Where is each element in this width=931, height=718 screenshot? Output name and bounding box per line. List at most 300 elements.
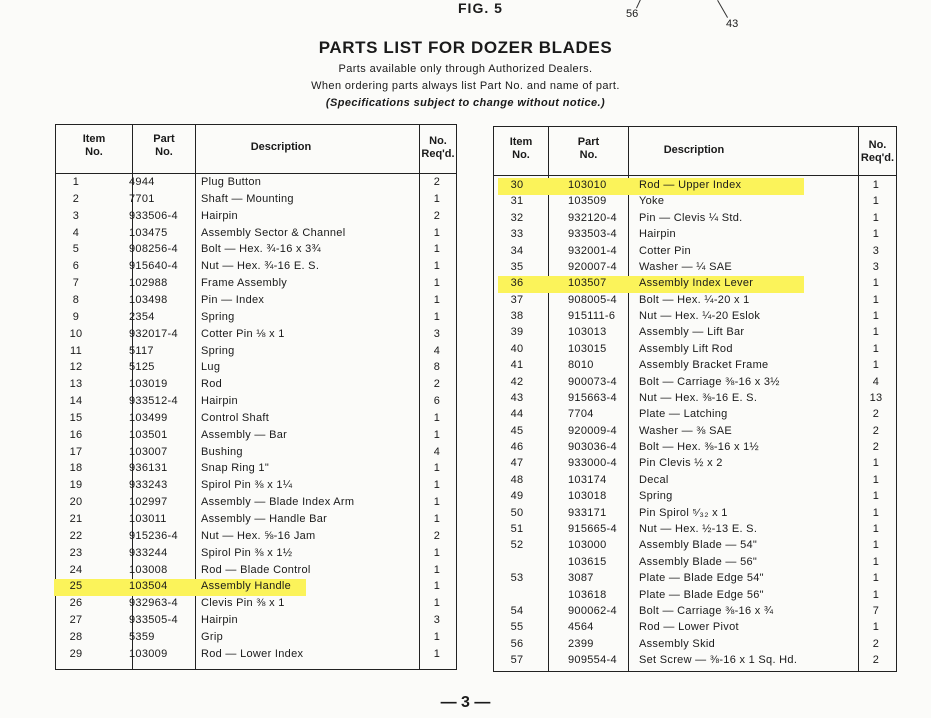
table-row — [494, 293, 896, 310]
table-row — [494, 309, 896, 326]
qty-cell: 1 — [872, 555, 880, 568]
description-cell: Cotter Pin — [639, 244, 691, 257]
part-no-cell: 103007 — [129, 445, 168, 458]
header-qty: No. Req'd. — [421, 135, 455, 160]
item-no-cell: 37 — [510, 293, 524, 306]
table-row — [494, 637, 896, 654]
part-no-cell: 932017-4 — [129, 327, 178, 340]
item-no-cell: 8 — [72, 293, 80, 306]
item-no-cell: 54 — [510, 604, 524, 617]
part-no-cell: 103499 — [129, 411, 168, 424]
description-cell: Bolt — Carriage ⅜-16 x 3½ — [639, 375, 780, 388]
description-cell: Nut — Hex. ⅜-16 E. S. — [639, 391, 758, 404]
table-row — [494, 506, 896, 523]
table-row — [56, 613, 456, 630]
item-no-cell: 43 — [510, 391, 524, 404]
qty-cell: 1 — [433, 479, 441, 492]
table-row — [494, 588, 896, 605]
description-cell: Assembly — Blade Index Arm — [201, 496, 355, 509]
item-no-cell: 39 — [510, 326, 524, 339]
item-no-cell: 28 — [69, 630, 83, 643]
description-cell: Plate — Blade Edge 56" — [639, 588, 764, 601]
table-row — [494, 211, 896, 228]
table-row — [56, 445, 456, 462]
qty-cell: 13 — [869, 391, 883, 404]
qty-cell: 3 — [872, 260, 880, 273]
item-no-cell: 52 — [510, 539, 524, 552]
qty-cell: 1 — [433, 192, 441, 205]
figure-label: FIG. 5 — [458, 0, 503, 16]
table-row — [494, 489, 896, 506]
item-no-cell: 16 — [69, 428, 83, 441]
description-cell: Rod — Lower Index — [201, 647, 304, 660]
part-no-cell: 933506-4 — [129, 209, 178, 222]
description-cell: Yoke — [639, 195, 665, 208]
table-row — [56, 226, 456, 243]
part-no-cell: 103615 — [568, 555, 607, 568]
qty-cell: 1 — [872, 277, 880, 290]
qty-cell: 1 — [433, 630, 441, 643]
part-no-cell: 932120-4 — [568, 211, 617, 224]
table-row — [56, 377, 456, 394]
item-no-cell: 4 — [72, 226, 80, 239]
description-cell: Nut — Hex. ¼-20 Eslok — [639, 310, 761, 323]
qty-cell: 1 — [433, 411, 441, 424]
table-row — [494, 375, 896, 392]
part-no-cell: 8010 — [568, 359, 594, 372]
description-cell: Nut — Hex. ½-13 E. S. — [639, 522, 758, 535]
item-no-cell: 2 — [72, 192, 80, 205]
leader-line — [636, 0, 641, 8]
description-cell: Rod — Lower Pivot — [639, 621, 739, 634]
qty-cell: 1 — [872, 359, 880, 372]
part-no-cell: 103019 — [129, 378, 168, 391]
qty-cell: 1 — [872, 588, 880, 601]
description-cell: Washer — ¼ SAE — [639, 260, 733, 273]
table-row — [494, 620, 896, 637]
qty-cell: 1 — [872, 228, 880, 241]
qty-cell: 1 — [433, 597, 441, 610]
qty-cell: 4 — [872, 375, 880, 388]
part-no-cell: 103013 — [568, 326, 607, 339]
table-row — [56, 630, 456, 647]
table-row — [494, 227, 896, 244]
qty-cell: 7 — [872, 604, 880, 617]
part-no-cell: 920009-4 — [568, 424, 617, 437]
qty-cell: 1 — [872, 473, 880, 486]
qty-cell: 2 — [433, 209, 441, 222]
part-no-cell: 103008 — [129, 563, 168, 576]
item-no-cell: 26 — [69, 597, 83, 610]
description-cell: Shaft — Mounting — [201, 192, 294, 205]
part-no-cell: 103475 — [129, 226, 168, 239]
part-no-cell: 936131 — [129, 462, 168, 475]
description-cell: Bolt — Hex. ¼-20 x 1 — [639, 293, 750, 306]
part-no-cell: 908256-4 — [129, 243, 178, 256]
item-no-cell: 5 — [72, 243, 80, 256]
part-no-cell: 103501 — [129, 428, 168, 441]
item-no-cell: 22 — [69, 529, 83, 542]
description-cell: Assembly — Bar — [201, 428, 288, 441]
qty-cell: 1 — [872, 326, 880, 339]
callout-43: 43 — [726, 18, 739, 30]
table-row — [56, 411, 456, 428]
item-no-cell: 47 — [510, 457, 524, 470]
description-cell: Nut — Hex. ¾-16 E. S. — [201, 260, 320, 273]
table-row — [56, 428, 456, 445]
description-cell: Assembly Handle — [201, 580, 292, 593]
part-no-cell: 103009 — [129, 647, 168, 660]
description-cell: Snap Ring 1" — [201, 462, 270, 475]
item-no-cell: 41 — [510, 359, 524, 372]
item-no-cell: 24 — [69, 563, 83, 576]
page-number: — 3 — — [440, 694, 491, 711]
part-no-cell: 933000-4 — [568, 457, 617, 470]
qty-cell: 1 — [433, 277, 441, 290]
item-no-cell: 7 — [72, 277, 80, 290]
item-no-cell: 32 — [510, 211, 524, 224]
table-row — [56, 579, 456, 596]
item-no-cell: 13 — [69, 378, 83, 391]
part-no-cell: 2399 — [568, 637, 594, 650]
part-no-cell: 932001-4 — [568, 244, 617, 257]
parts-table-right — [493, 126, 897, 672]
qty-cell: 1 — [433, 293, 441, 306]
part-no-cell: 7701 — [129, 192, 155, 205]
item-no-cell: 55 — [510, 621, 524, 634]
qty-cell: 1 — [872, 506, 880, 519]
table-row — [56, 360, 456, 377]
part-no-cell: 102997 — [129, 496, 168, 509]
description-cell: Decal — [639, 473, 669, 486]
description-cell: Assembly — Handle Bar — [201, 513, 328, 525]
header-item-no: Item No. — [82, 133, 106, 158]
table-row — [494, 473, 896, 490]
table-row — [56, 495, 456, 512]
description-cell: Assembly Blade — 56" — [639, 555, 758, 568]
table-row — [56, 512, 456, 529]
qty-cell: 1 — [872, 179, 880, 191]
description-cell: Bolt — Carriage ⅜-16 x ¾ — [639, 604, 774, 617]
page-title: PARTS LIST FOR DOZER BLADES — [318, 38, 613, 57]
item-no-cell: 57 — [510, 654, 524, 667]
part-no-cell: 903036-4 — [568, 441, 617, 454]
qty-cell: 1 — [872, 342, 880, 355]
table-row — [56, 192, 456, 209]
description-cell: Frame Assembly — [201, 277, 288, 290]
description-cell: Spring — [201, 310, 235, 323]
table-row — [494, 571, 896, 588]
qty-cell: 1 — [433, 462, 441, 475]
description-cell: Assembly Bracket Frame — [639, 359, 769, 372]
table-row — [494, 391, 896, 408]
part-no-cell: 915663-4 — [568, 391, 617, 404]
table-row — [494, 325, 896, 342]
item-no-cell: 18 — [69, 462, 83, 475]
part-no-cell: 915111-6 — [568, 310, 616, 323]
description-cell: Plate — Blade Edge 54" — [639, 572, 764, 585]
part-no-cell: 5125 — [129, 361, 155, 374]
part-no-cell: 3087 — [568, 572, 594, 585]
description-cell: Pin Spirol ⁵⁄₃₂ x 1 — [639, 506, 728, 519]
description-cell: Spring — [639, 490, 673, 503]
item-no-cell: 25 — [69, 580, 83, 593]
part-no-cell: 103509 — [568, 195, 607, 208]
description-cell: Control Shaft — [201, 411, 270, 424]
qty-cell: 1 — [433, 496, 441, 509]
part-no-cell: 908005-4 — [568, 293, 617, 306]
part-no-cell: 915665-4 — [568, 522, 617, 535]
description-cell: Assembly — Lift Bar — [639, 326, 745, 339]
part-no-cell: 5359 — [129, 630, 155, 643]
item-no-cell: 31 — [510, 195, 524, 208]
item-no-cell: 20 — [69, 496, 83, 509]
table-row — [56, 529, 456, 546]
qty-cell: 2 — [872, 441, 880, 454]
qty-cell: 1 — [433, 546, 441, 559]
callout-56: 56 — [626, 8, 639, 20]
header-description: Description — [663, 144, 725, 156]
qty-cell: 6 — [433, 395, 441, 408]
qty-cell: 1 — [433, 647, 441, 660]
table-row — [494, 276, 896, 293]
qty-cell: 2 — [433, 176, 441, 188]
description-cell: Rod — Blade Control — [201, 563, 311, 576]
qty-cell: 1 — [433, 513, 441, 525]
item-no-cell: 9 — [72, 310, 80, 323]
table-row — [56, 276, 456, 293]
part-no-cell: 909554-4 — [568, 654, 617, 667]
qty-cell: 2 — [872, 654, 880, 667]
item-no-cell: 53 — [510, 572, 524, 585]
part-no-cell: 103018 — [568, 490, 607, 503]
table-row — [494, 424, 896, 441]
parts-table-left — [55, 124, 457, 670]
subtitle-line: (Specifications subject to change without notice.) — [325, 97, 606, 109]
part-no-cell: 933244 — [129, 546, 168, 559]
part-no-cell: 103010 — [568, 179, 607, 191]
qty-cell: 1 — [872, 195, 880, 208]
description-cell: Assembly Blade — 54" — [639, 539, 758, 552]
qty-cell: 1 — [433, 226, 441, 239]
description-cell: Rod — [201, 378, 223, 391]
description-cell: Assembly Lift Rod — [639, 342, 733, 355]
qty-cell: 1 — [872, 293, 880, 306]
table-row — [56, 310, 456, 327]
qty-cell: 3 — [433, 327, 441, 340]
description-cell: Spirol Pin ⅜ x 1½ — [201, 546, 293, 559]
description-cell: Hairpin — [201, 614, 238, 627]
header-item-no: Item No. — [509, 136, 533, 161]
qty-cell: 4 — [433, 344, 441, 357]
table-row — [494, 260, 896, 277]
description-cell: Cotter Pin ⅛ x 1 — [201, 327, 285, 340]
description-cell: Set Screw — ⅜-16 x 1 Sq. Hd. — [639, 654, 798, 667]
item-no-cell: 36 — [510, 277, 524, 290]
item-no-cell: 23 — [69, 546, 83, 559]
description-cell: Rod — Upper Index — [639, 179, 742, 191]
qty-cell: 1 — [433, 563, 441, 576]
part-no-cell: 2354 — [129, 310, 155, 323]
table-row — [56, 259, 456, 276]
item-no-cell: 33 — [510, 228, 524, 241]
description-cell: Pin — Clevis ¼ Std. — [639, 211, 743, 224]
part-no-cell: 920007-4 — [568, 260, 617, 273]
qty-cell: 1 — [872, 211, 880, 224]
qty-cell: 1 — [872, 539, 880, 552]
table-row — [494, 522, 896, 539]
item-no-cell: 17 — [69, 445, 83, 458]
item-no-cell: 40 — [510, 342, 524, 355]
table-row — [494, 178, 896, 195]
qty-cell: 1 — [433, 428, 441, 441]
item-no-cell: 49 — [510, 490, 524, 503]
table-row — [494, 555, 896, 572]
table-row — [494, 604, 896, 621]
part-no-cell: 900062-4 — [568, 604, 617, 617]
qty-cell: 2 — [433, 378, 441, 391]
description-cell: Hairpin — [639, 228, 676, 241]
part-no-cell: 933503-4 — [568, 228, 617, 241]
part-no-cell: 103011 — [129, 513, 167, 525]
description-cell: Bolt — Hex. ¾-16 x 3¾ — [201, 243, 322, 256]
item-no-cell: 38 — [510, 310, 524, 323]
table-row — [494, 244, 896, 261]
item-no-cell: 10 — [69, 327, 83, 340]
item-no-cell: 12 — [69, 361, 83, 374]
part-no-cell: 103015 — [568, 342, 607, 355]
table-row — [56, 461, 456, 478]
table-row — [56, 478, 456, 495]
part-no-cell: 933505-4 — [129, 614, 178, 627]
part-no-cell: 5117 — [129, 344, 154, 357]
table-row — [494, 538, 896, 555]
table-row — [56, 394, 456, 411]
item-no-cell: 14 — [69, 395, 83, 408]
table-row — [494, 342, 896, 359]
part-no-cell: 103507 — [568, 277, 607, 290]
description-cell: Pin Clevis ½ x 2 — [639, 457, 723, 470]
qty-cell: 4 — [433, 445, 441, 458]
item-no-cell: 44 — [510, 408, 524, 421]
qty-cell: 2 — [872, 637, 880, 650]
leader-line — [717, 0, 728, 18]
description-cell: Spring — [201, 344, 235, 357]
qty-cell: 1 — [433, 243, 441, 256]
qty-cell: 3 — [433, 614, 441, 627]
qty-cell: 1 — [872, 310, 880, 323]
qty-cell: 2 — [433, 529, 441, 542]
qty-cell: 1 — [872, 572, 880, 585]
qty-cell: 1 — [872, 457, 880, 470]
table-row — [56, 563, 456, 580]
description-cell: Pin — Index — [201, 293, 265, 306]
table-row — [494, 440, 896, 457]
qty-cell: 2 — [872, 408, 880, 421]
table-row — [56, 327, 456, 344]
header-part-no: Part No. — [153, 133, 175, 158]
table-row — [494, 358, 896, 375]
table-row — [494, 194, 896, 211]
description-cell: Hairpin — [201, 209, 238, 222]
item-no-cell: 11 — [69, 344, 83, 357]
part-no-cell: 103000 — [568, 539, 607, 552]
qty-cell: 1 — [433, 580, 441, 593]
item-no-cell: 6 — [72, 260, 80, 273]
qty-cell: 1 — [872, 490, 880, 503]
description-cell: Clevis Pin ⅜ x 1 — [201, 597, 285, 610]
description-cell: Assembly Skid — [639, 637, 716, 650]
table-row — [56, 344, 456, 361]
header-part-no: Part No. — [577, 136, 600, 161]
item-no-cell: 3 — [72, 209, 80, 222]
description-cell: Spirol Pin ⅜ x 1¼ — [201, 479, 293, 492]
table-row — [56, 647, 456, 664]
description-cell: Assembly Sector & Channel — [201, 226, 346, 239]
table-row — [494, 653, 896, 670]
table-row — [494, 407, 896, 424]
part-no-cell: 4564 — [568, 621, 594, 634]
item-no-cell: 27 — [69, 614, 83, 627]
part-no-cell: 915236-4 — [129, 529, 178, 542]
item-no-cell: 51 — [510, 522, 524, 535]
qty-cell: 1 — [433, 260, 441, 273]
subtitle-line: Parts available only through Authorized Dealers. — [338, 63, 593, 75]
table-row — [494, 456, 896, 473]
part-no-cell: 103504 — [129, 580, 168, 593]
item-no-cell: 35 — [510, 260, 524, 273]
part-no-cell: 103174 — [568, 473, 607, 486]
qty-cell: 1 — [872, 621, 880, 634]
table-row — [56, 596, 456, 613]
part-no-cell: 103618 — [568, 588, 607, 601]
subtitle-line: When ordering parts always list Part No. and name of part. — [311, 80, 620, 92]
item-no-cell: 21 — [69, 513, 83, 525]
table-row — [56, 242, 456, 259]
table-row — [56, 293, 456, 310]
description-cell: Bushing — [201, 445, 243, 458]
qty-cell: 1 — [433, 310, 441, 323]
header-qty: No. Req'd. — [860, 139, 895, 164]
part-no-cell: 933171 — [568, 506, 607, 519]
description-cell: Grip — [201, 630, 223, 643]
part-no-cell: 7704 — [568, 408, 594, 421]
description-cell: Assembly Index Lever — [639, 277, 754, 290]
description-cell: Bolt — Hex. ⅜-16 x 1½ — [639, 441, 760, 454]
qty-cell: 2 — [872, 424, 880, 437]
part-no-cell: 915640-4 — [129, 260, 178, 273]
part-no-cell: 4944 — [129, 176, 155, 188]
description-cell: Lug — [201, 361, 221, 374]
description-cell: Plate — Latching — [639, 408, 728, 421]
item-no-cell: 42 — [510, 375, 524, 388]
qty-cell: 3 — [872, 244, 880, 257]
item-no-cell: 46 — [510, 441, 524, 454]
qty-cell: 8 — [433, 361, 441, 374]
part-no-cell: 900073-4 — [568, 375, 617, 388]
part-no-cell: 932963-4 — [129, 597, 178, 610]
description-cell: Hairpin — [201, 395, 238, 408]
item-no-cell: 34 — [510, 244, 524, 257]
description-cell: Washer — ⅜ SAE — [639, 424, 733, 437]
part-no-cell: 102988 — [129, 277, 168, 290]
table-row — [56, 175, 456, 192]
header-description: Description — [250, 141, 312, 153]
description-cell: Plug Button — [201, 176, 262, 188]
item-no-cell: 1 — [72, 176, 80, 188]
qty-cell: 1 — [872, 522, 880, 535]
part-no-cell: 933512-4 — [129, 395, 178, 408]
